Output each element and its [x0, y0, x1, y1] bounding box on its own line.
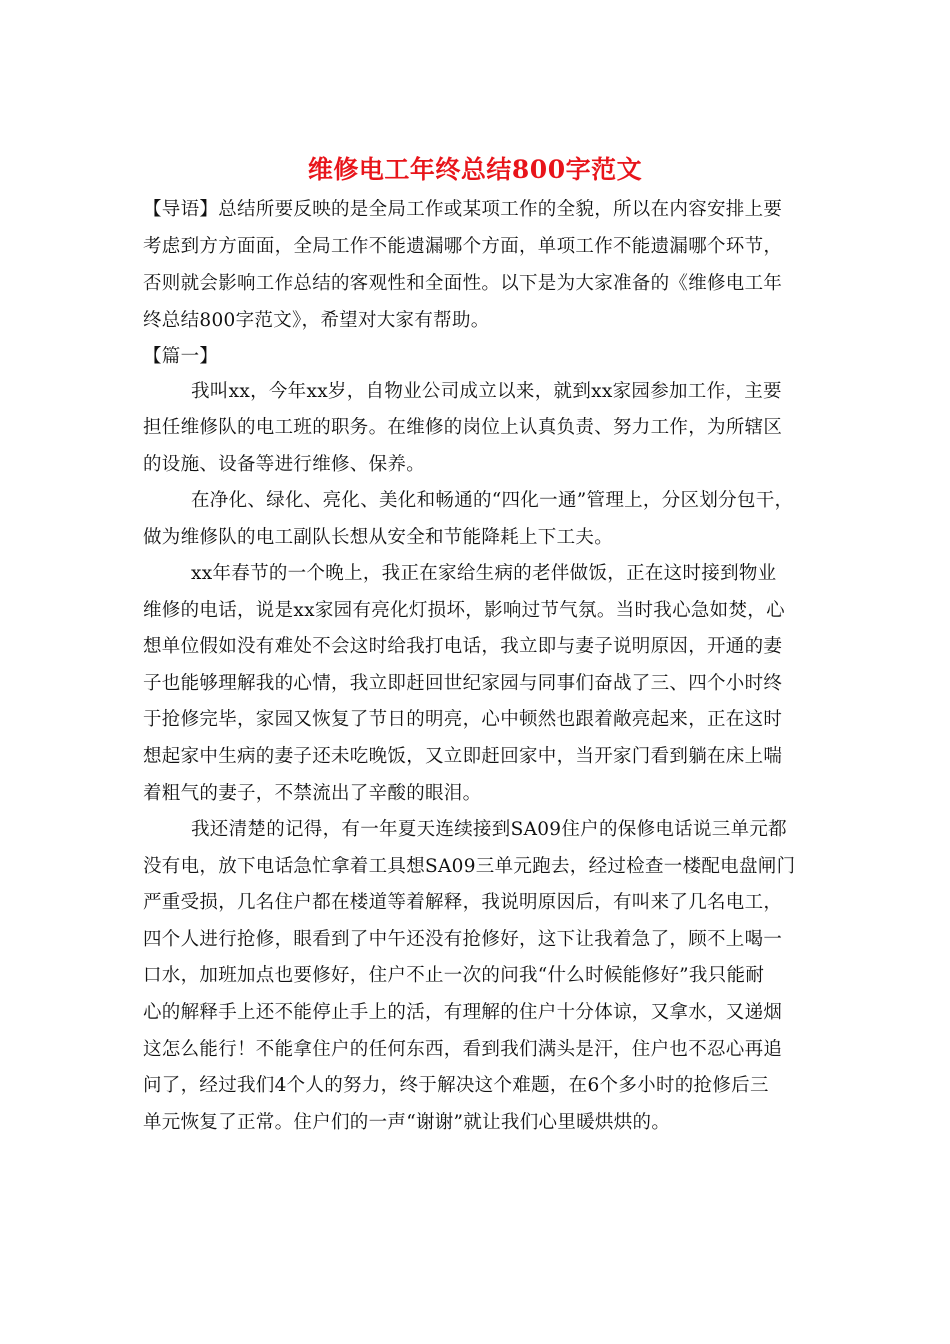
- text-line: 维修的电话，说是xx家园有亮化灯损坏，影响过节气氛。当时我心急如焚，心: [143, 600, 785, 621]
- text-line: 于抢修完毕，家园又恢复了节日的明亮，心中顿然也跟着敞亮起来，正在这时: [143, 709, 783, 730]
- text-line: 想单位假如没有难处不会这时给我打电话，我立即与妻子说明原因，开通的妻: [143, 636, 783, 657]
- text-line: 着粗气的妻子，不禁流出了辛酸的眼泪。: [143, 783, 482, 804]
- text-line: 问了，经过我们4个人的努力，终于解决这个难题，在6个多小时的抢修后三: [143, 1075, 769, 1096]
- text-line: 单元恢复了正常。住户们的一声“谢谢”就让我们心里暖烘烘的。: [143, 1112, 671, 1133]
- text-line: 担任维修队的电工班的职务。在维修的岗位上认真负责、努力工作，为所辖区: [143, 417, 783, 438]
- text-line: xx年春节的一个晚上，我正在家给生病的老伴做饭，正在这时接到物业: [191, 563, 777, 584]
- text-line: 我还清楚的记得，有一年夏天连续接到SA09住户的保修电话说三单元都: [191, 819, 787, 840]
- text-line: 在净化、绿化、亮化、美化和畅通的“四化一通”管理上，分区划分包干，: [191, 490, 794, 511]
- text-line: 否则就会影响工作总结的客观性和全面性。以下是为大家准备的《维修电工年: [143, 273, 783, 294]
- text-line: 【导语】总结所要反映的是全局工作或某项工作的全貌，所以在内容安排上要: [143, 199, 783, 220]
- text-line: 的设施、设备等进行维修、保养。: [143, 454, 426, 475]
- text-line: 心的解释手上还不能停止手上的活，有理解的住户十分体谅，又拿水，又递烟: [143, 1002, 783, 1023]
- text-line: 做为维修队的电工副队长想从安全和节能降耗上下工夫。: [143, 527, 614, 548]
- text-line: 终总结800字范文》，希望对大家有帮助。: [143, 310, 490, 331]
- text-line: 严重受损，几名住户都在楼道等着解释，我说明原因后，有叫来了几名电工，: [143, 892, 783, 913]
- text-line: 子也能够理解我的心情，我立即赶回世纪家园与同事们奋战了三、四个小时终: [143, 673, 783, 694]
- text-line: 考虑到方方面面，全局工作不能遗漏哪个方面，单项工作不能遗漏哪个环节，: [143, 236, 783, 257]
- text-line: 这怎么能行！不能拿住户的任何东西，看到我们满头是汗，住户也不忍心再追: [143, 1039, 783, 1060]
- text-line: 口水，加班加点也要修好，住户不止一次的问我“什么时候能修好”我只能耐: [143, 965, 765, 986]
- document-title: 维修电工年终总结800字范文: [307, 155, 643, 184]
- text-line: 四个人进行抢修，眼看到了中午还没有抢修好，这下让我着急了，顾不上喝一: [143, 929, 783, 950]
- text-line: 想起家中生病的妻子还未吃晚饭，又立即赶回家中，当开家门看到躺在床上喘: [143, 746, 783, 767]
- text-line: 没有电，放下电话急忙拿着工具想SA09三单元跑去，经过检查一楼配电盘闸门: [143, 856, 796, 877]
- text-line: 我叫xx，今年xx岁，自物业公司成立以来，就到xx家园参加工作，主要: [191, 381, 782, 402]
- section-heading: 【篇一】: [143, 346, 219, 367]
